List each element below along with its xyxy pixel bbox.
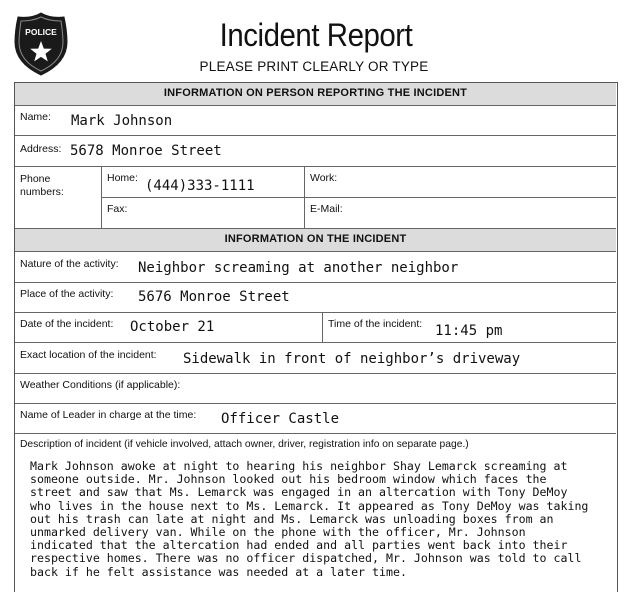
page-title: Incident Report xyxy=(219,17,413,53)
name-field[interactable]: Mark Johnson xyxy=(71,113,173,129)
location-field[interactable]: Sidewalk in front of neighbor’s driveway xyxy=(183,351,521,367)
weather-row xyxy=(15,374,616,404)
reporter-section-heading: INFORMATION ON PERSON REPORTING THE INCIDENT xyxy=(15,83,616,106)
address-label: Address: xyxy=(20,143,62,155)
date-label: Date of the incident: xyxy=(20,318,114,330)
name-label: Name: xyxy=(20,111,51,123)
address-field[interactable]: 5678 Monroe Street xyxy=(70,143,222,159)
description-row xyxy=(15,434,616,593)
incident-section-heading: INFORMATION ON THE INCIDENT xyxy=(15,229,616,252)
date-time-row xyxy=(15,313,616,343)
date-field[interactable]: October 21 xyxy=(130,319,215,335)
place-row xyxy=(15,283,616,313)
weather-label: Weather Conditions (if applicable): xyxy=(20,379,181,391)
location-row xyxy=(15,343,616,374)
home-phone-field[interactable]: (444)333-1111 xyxy=(145,178,255,194)
time-field[interactable]: 11:45 pm xyxy=(435,323,503,339)
location-label: Exact location of the incident: xyxy=(20,349,157,361)
time-label: Time of the incident: xyxy=(328,318,423,330)
place-label: Place of the activity: xyxy=(20,288,114,300)
leader-label: Name of Leader in charge at the time: xyxy=(20,409,197,421)
nature-field[interactable]: Neighbor screaming at another neighbor xyxy=(138,260,459,276)
name-row xyxy=(15,106,616,136)
nature-row xyxy=(15,252,616,283)
badge-label: POLICE xyxy=(25,27,57,37)
description-field[interactable]: Mark Johnson awoke at night to hearing his neighbor Shay Lemarck screaming at someone outside. Mr. Johnson looked out his bedroom window which faces the street and saw that Ms. Lemarck was engaged in an altercation with Tony DeMoy who lives in the house next to Ms. Lemarck. It appeared as Tony DeMoy was taking out his trash can late at night and Ms. Lemarck was unloading boxes from an unmarked delivery van. While on the phone with the officer, Mr. Johnson indicated that the altercation had ended and all parties went back into their respective homes. There was no officer dispatched, Mr. Johnson was told to call back if he felt assistance was needed at a later time. xyxy=(30,459,589,579)
leader-field[interactable]: Officer Castle xyxy=(221,411,340,427)
place-field[interactable]: 5676 Monroe Street xyxy=(138,289,290,305)
fax-label: Fax: xyxy=(107,203,128,215)
address-row xyxy=(15,136,616,167)
email-label: E-Mail: xyxy=(310,203,343,215)
nature-label: Nature of the activity: xyxy=(20,258,119,270)
phone-row xyxy=(15,167,616,229)
home-phone-label: Home: xyxy=(107,172,138,184)
incident-report-form xyxy=(14,82,618,592)
description-label: Description of incident (if vehicle involved, attach owner, driver, registration info on separate page.) xyxy=(20,439,469,450)
phone-label: Phone numbers: xyxy=(20,173,64,198)
leader-row xyxy=(15,404,616,434)
page-subtitle: PLEASE PRINT CLEARLY OR TYPE xyxy=(199,59,429,74)
work-phone-label: Work: xyxy=(310,172,338,184)
